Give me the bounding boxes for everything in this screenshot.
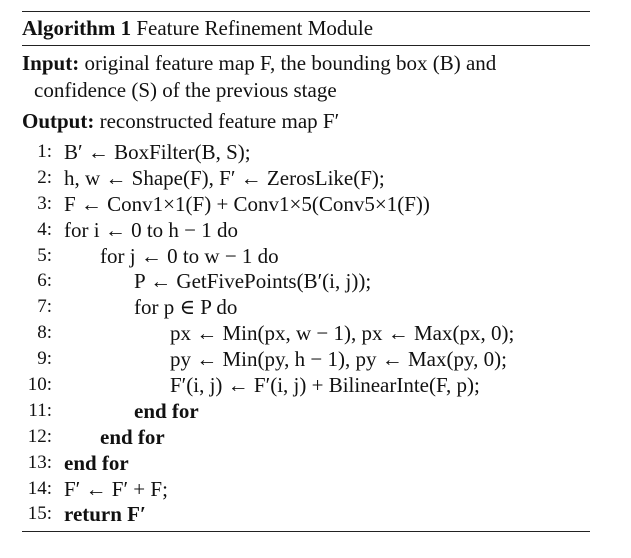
algorithm-line — [22, 372, 590, 398]
caption-label: Algorithm 1 — [22, 16, 132, 40]
line-number: 15: — [27, 503, 52, 525]
line-code: F′(i, j) ← F′(i, j) + BilinearInte(F, p); — [170, 373, 480, 398]
line-number: 4: — [37, 218, 52, 240]
caption-title: Feature Refinement Module — [136, 16, 374, 40]
algorithm-caption — [22, 12, 590, 45]
output-spec — [22, 104, 590, 135]
line-number: 10: — [27, 374, 52, 396]
algorithm-line — [22, 139, 590, 165]
line-number: 1: — [37, 141, 52, 162]
algorithm-line — [22, 346, 590, 372]
line-code: return F′ — [64, 502, 146, 527]
line-code: end for — [64, 450, 129, 475]
line-code: F ← Conv1×1(F) + Conv1×5(Conv5×1(F)) — [64, 191, 430, 216]
algorithm-line — [22, 294, 590, 320]
line-code: end for — [100, 424, 165, 449]
line-code: P ← GetFivePoints(B′(i, j)); — [134, 269, 372, 294]
line-number: 12: — [27, 425, 52, 447]
algorithm-line — [22, 165, 590, 191]
algorithm-line — [22, 424, 590, 450]
input-label: Input: — [22, 51, 80, 75]
output-label: Output: — [22, 109, 95, 133]
output-text: reconstructed feature map F′ — [99, 109, 340, 133]
input-spec — [22, 46, 590, 104]
line-number: 8: — [37, 322, 52, 344]
line-number: 6: — [37, 270, 52, 292]
algorithm-line — [22, 320, 590, 346]
line-code: B′ ← BoxFilter(B, S); — [64, 140, 251, 164]
algorithm-line — [22, 501, 590, 527]
line-number: 5: — [37, 244, 52, 266]
algorithm-line — [22, 268, 590, 294]
algorithm-block — [22, 11, 590, 532]
algorithm-line — [22, 243, 590, 269]
line-number: 3: — [37, 192, 52, 214]
line-number: 14: — [27, 477, 52, 499]
line-number: 9: — [37, 348, 52, 370]
algorithm-line — [22, 217, 590, 243]
line-code: F′ ← F′ + F; — [64, 476, 168, 501]
line-number: 11: — [28, 399, 52, 421]
algorithm-line — [22, 476, 590, 502]
line-number: 13: — [27, 451, 52, 473]
algorithm-lines — [22, 135, 590, 531]
line-code: py ← Min(py, h − 1), py ← Max(py, 0); — [170, 347, 507, 372]
line-number: 7: — [37, 296, 52, 318]
algorithm-line — [22, 398, 590, 424]
line-number: 2: — [37, 166, 52, 188]
bottom-rule — [22, 531, 590, 532]
line-code: for p ∈ P do — [134, 295, 238, 320]
algorithm-line — [22, 191, 590, 217]
line-code: h, w ← Shape(F), F′ ← ZerosLike(F); — [64, 165, 385, 190]
input-text: original feature map F, the bounding box (B) and confidence (S) of the previous stage — [34, 51, 497, 102]
line-code: for i ← 0 to h − 1 do — [64, 217, 238, 242]
algorithm-line — [22, 450, 590, 476]
line-code: end for — [134, 398, 199, 423]
line-code: px ← Min(px, w − 1), px ← Max(px, 0); — [170, 321, 515, 346]
line-code: for j ← 0 to w − 1 do — [100, 243, 279, 268]
